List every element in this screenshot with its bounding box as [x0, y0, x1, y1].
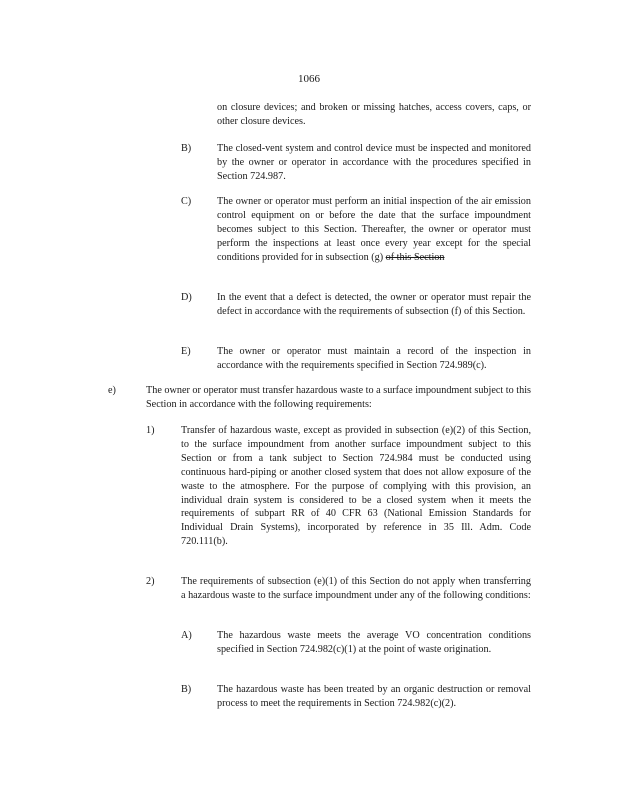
item-marker: C) — [181, 196, 192, 207]
subitem-text: Transfer of hazardous waste, except as provided in subsection (e)(2) of this Section, to the surface impoundment from another surface impoundment subject to this Section or from a tank subject to Section 724.984 must be conducted using continuous hard-piping or another closed system that does not allow exposure of the waste to the atmosphere. For the purpose of complying with this provision, an individual drain system is considered to be a closed system when it meets the requirements of subpart RR of 40 CFR 63 (National Emission Standards for Individual Drain Systems), incorporated by reference in 35 Ill. Adm. Code 720.111(b). — [181, 425, 531, 548]
section-text: The owner or operator must transfer hazardous waste to a surface impoundment subject to this Section in accordance with the following requirements: — [146, 385, 531, 410]
item-text: The owner or operator must perform an initial inspection of the air emission control equipment on or before the date that the surface impoundment becomes subject to this Section. Thereafter, the owner or operator must perform the inspections at least once every year except for the special conditions provided for in subsection (g) — [217, 196, 531, 263]
item-marker: E) — [181, 346, 191, 357]
item-text: The owner or operator must maintain a record of the inspection in accordance with the requirements specified in Section 724.989(c). — [217, 346, 531, 371]
section-marker: e) — [108, 385, 116, 396]
subitem-marker: 2) — [146, 576, 155, 587]
page-number: 1066 — [298, 73, 320, 85]
item-marker: B) — [181, 143, 192, 154]
item-text: In the event that a defect is detected, the owner or operator must repair the defect in accordance with the requirements of subsection (f) of this Section. — [217, 292, 531, 317]
condition-text: The hazardous waste meets the average VO concentration conditions specified in Section 724.982(c)(1) at the point of waste origination. — [217, 630, 531, 655]
condition-marker: B) — [181, 684, 192, 695]
condition-marker: A) — [181, 630, 192, 641]
item-text: The closed-vent system and control device must be inspected and monitored by the owner or operator in accordance with the procedures specified in Section 724.987. — [217, 143, 531, 182]
struck-text: of this Section — [385, 251, 445, 263]
item-marker: D) — [181, 292, 192, 303]
item-text-with-deletion — [217, 195, 531, 265]
continuation-paragraph: on closure devices; and broken or missing hatches, access covers, caps, or other closure devices. — [217, 102, 531, 127]
subitem-marker: 1) — [146, 425, 155, 436]
condition-text: The hazardous waste has been treated by an organic destruction or removal process to meet the requirements in Section 724.982(c)(2). — [217, 684, 531, 709]
subitem-text: The requirements of subsection (e)(1) of this Section do not apply when transferring a hazardous waste to the surface impoundment under any of the following conditions: — [181, 576, 531, 601]
